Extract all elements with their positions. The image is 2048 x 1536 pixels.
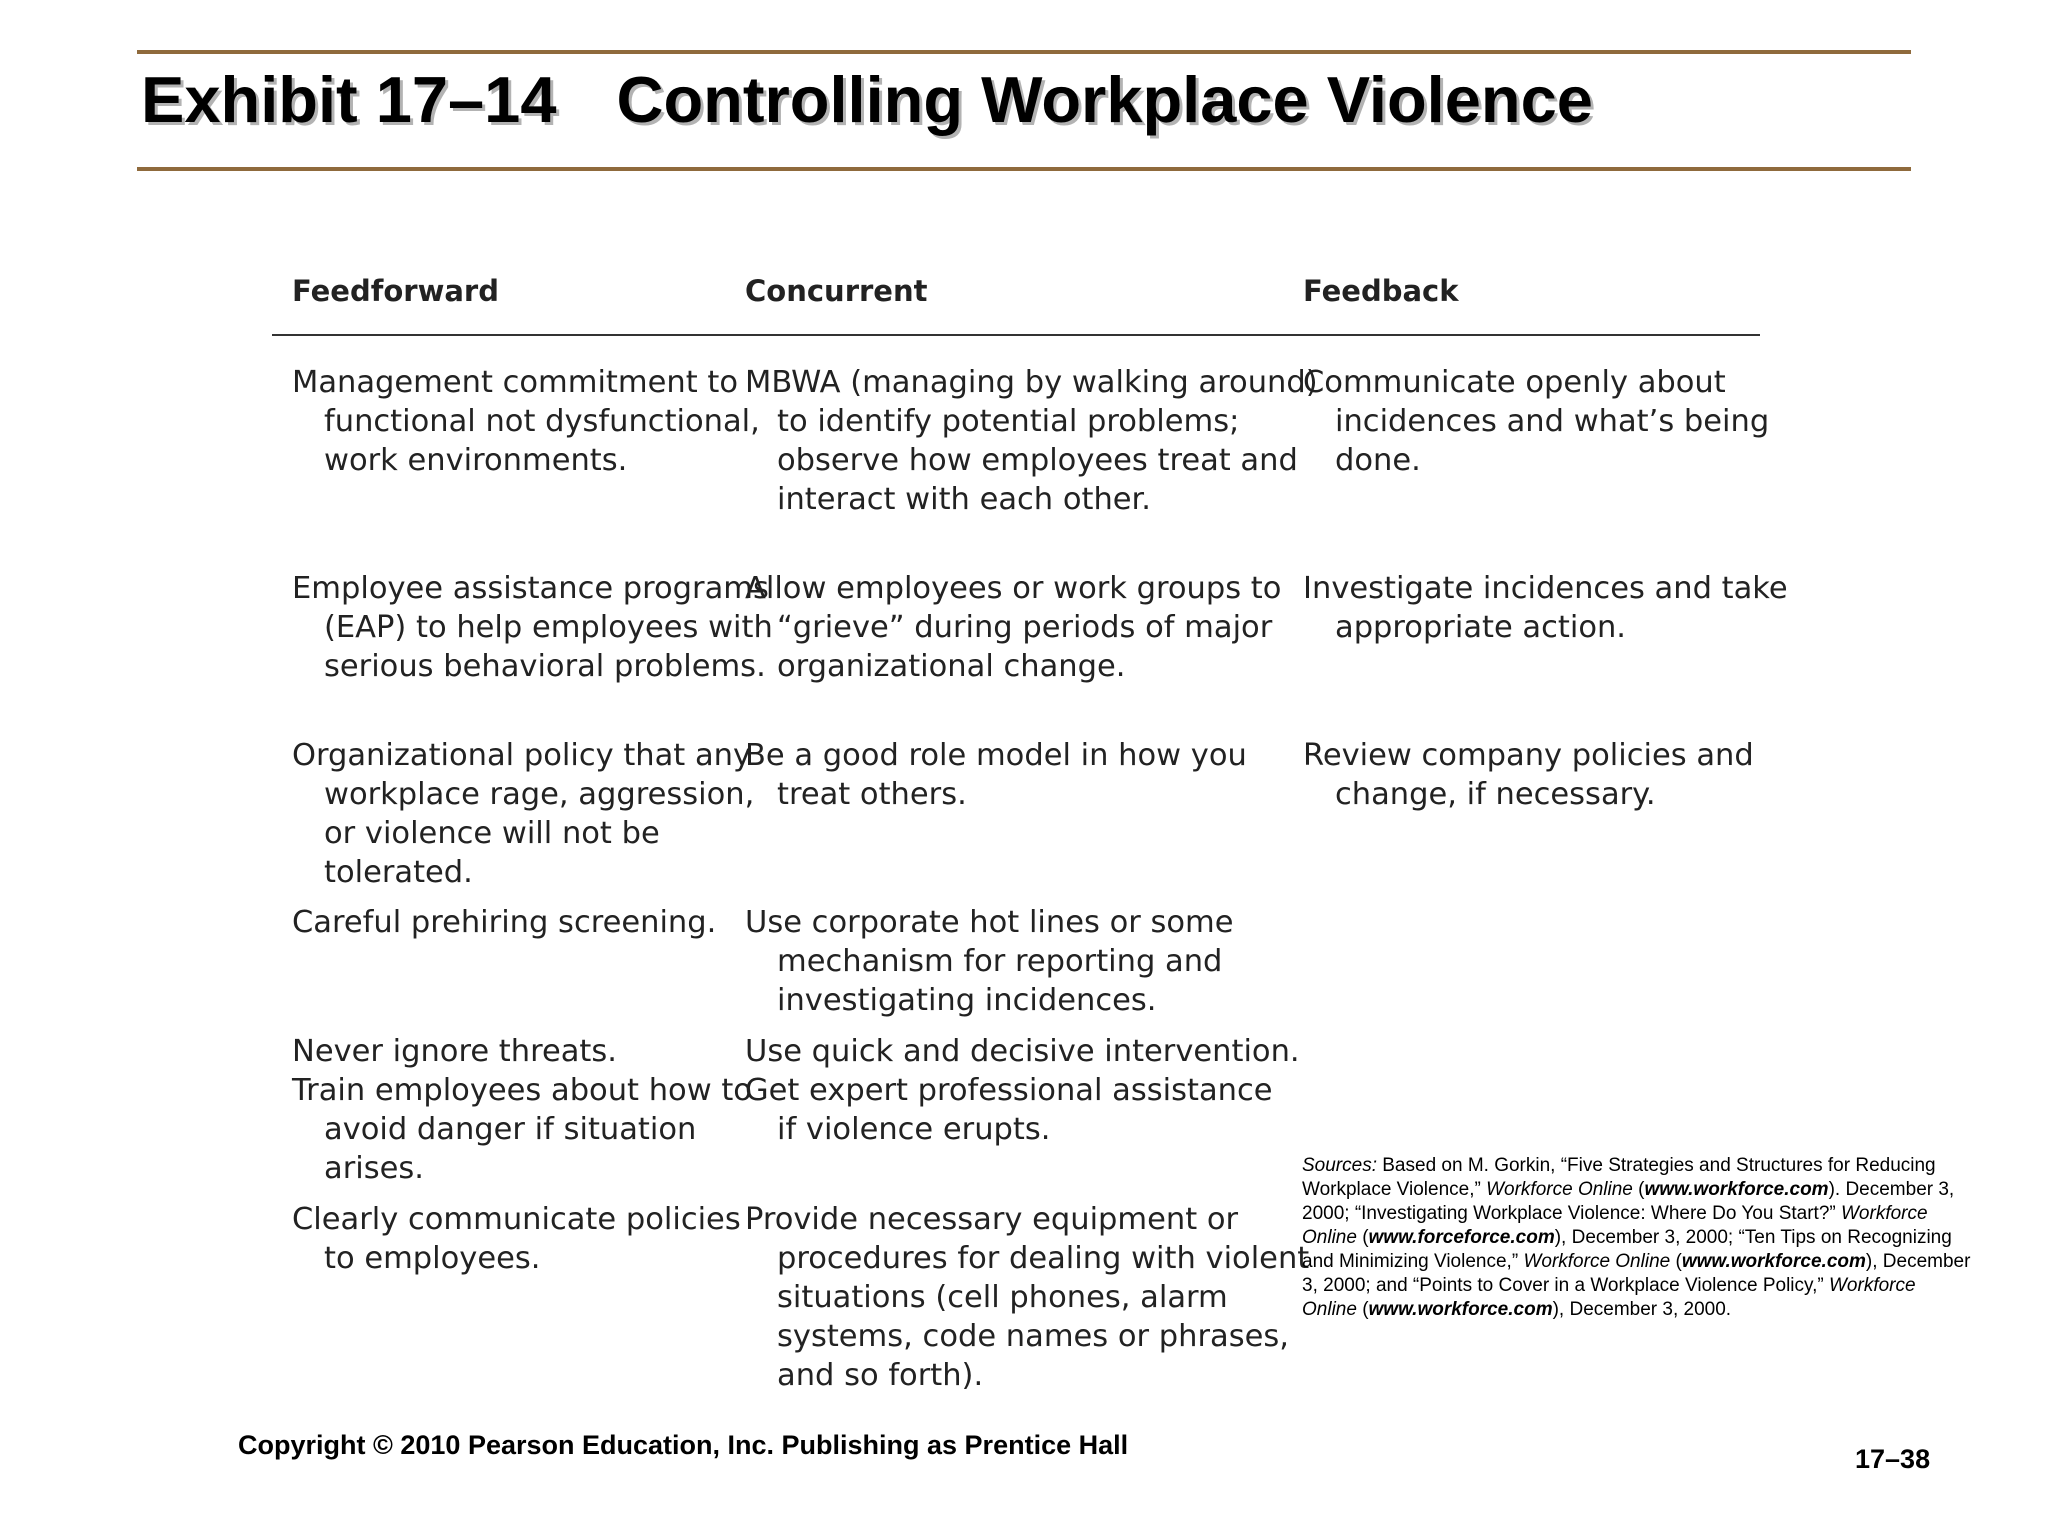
- column-header-feedback: Feedback: [1303, 274, 1459, 308]
- table-cell-concurrent: Get expert professional assistance if violence erupts.: [745, 1073, 1273, 1147]
- header-divider: [272, 334, 1760, 336]
- sources-url: www.forceforce.com: [1368, 1227, 1555, 1248]
- sources-publication: Workforce Online: [1523, 1251, 1671, 1272]
- sources-publication: Workforce Online: [1302, 1275, 1916, 1320]
- sources-text: (: [1356, 1299, 1369, 1320]
- sources-url: www.workforce.com: [1681, 1251, 1866, 1272]
- table-cell-concurrent: Provide necessary equipment or procedures for dealing with violent situations (cell phones, alarm systems, code names or phrases, and so forth).: [745, 1202, 1310, 1393]
- sources-label: Sources:: [1302, 1155, 1377, 1176]
- table-cell-feedforward: Train employees about how to avoid danger if situation arises.: [292, 1073, 752, 1186]
- sources-text: (: [1356, 1227, 1369, 1248]
- table-cell-feedforward: Employee assistance programs (EAP) to help employees with serious behavioral problems.: [292, 571, 773, 684]
- table-cell-concurrent: Be a good role model in how you treat others.: [745, 738, 1247, 812]
- exhibit-number: Exhibit 17–14: [141, 63, 557, 136]
- sources-text: ), December 3, 2000; “Ten Tips on Recognizing and Minimizing Violence,”: [1302, 1227, 1952, 1272]
- table-cell-concurrent: Use quick and decisive intervention.: [745, 1034, 1300, 1069]
- table-cell-feedback: Communicate openly about incidences and what’s being done.: [1303, 365, 1770, 478]
- table-cell-concurrent: Allow employees or work groups to “grieve” during periods of major organizational change.: [745, 571, 1282, 684]
- sources-publication: Workforce Online: [1302, 1203, 1928, 1248]
- page-title: [141, 58, 1593, 142]
- column-header-concurrent: Concurrent: [745, 274, 928, 308]
- table-cell-feedback: Investigate incidences and take appropriate action.: [1303, 571, 1788, 645]
- sources-text: Based on M. Gorkin, “Five Strategies and Structures for Reducing Workplace Violence,”: [1302, 1155, 1936, 1200]
- table-cell-feedforward: Organizational policy that any workplace rage, aggression, or violence will not be tolerated.: [292, 738, 755, 890]
- sources-text: ), December 3, 2000.: [1552, 1299, 1732, 1320]
- table-cell-feedforward: Clearly communicate policies to employees.: [292, 1202, 741, 1276]
- table-cell-feedforward: Never ignore threats.: [292, 1034, 617, 1069]
- column-header-feedforward: Feedforward: [292, 274, 499, 308]
- sources-publication: Workforce Online: [1486, 1179, 1633, 1200]
- table-cell-concurrent: Use corporate hot lines or some mechanism for reporting and investigating incidences.: [745, 905, 1234, 1018]
- sources-text: (: [1632, 1179, 1645, 1200]
- page-number: 17–38: [1855, 1444, 1931, 1474]
- sources-text: ), December 3, 2000; and “Points to Cover in a Workplace Violence Policy,”: [1302, 1251, 1971, 1296]
- table-cell-feedforward: Careful prehiring screening.: [292, 905, 717, 940]
- sources-url: www.workforce.com: [1644, 1179, 1829, 1200]
- exhibit-title: Controlling Workplace Violence: [616, 63, 1593, 136]
- title-bottom-rule: [137, 167, 1911, 171]
- sources-text: (: [1670, 1251, 1682, 1272]
- table-cell-concurrent: MBWA (managing by walking around) to identify potential problems; observe how employees treat and interact with each other.: [745, 365, 1318, 517]
- table-cell-feedforward: Management commitment to functional not dysfunctional, work environments.: [292, 365, 760, 478]
- title-top-rule: [137, 50, 1911, 54]
- sources-note: [1302, 1154, 1972, 1322]
- copyright-notice: Copyright © 2010 Pearson Education, Inc. Publishing as Prentice Hall: [238, 1430, 1129, 1460]
- table-cell-feedback: Review company policies and change, if necessary.: [1303, 738, 1754, 812]
- sources-url: www.workforce.com: [1368, 1299, 1553, 1320]
- sources-text: ). December 3, 2000; “Investigating Workplace Violence: Where Do You Start?”: [1302, 1179, 1955, 1224]
